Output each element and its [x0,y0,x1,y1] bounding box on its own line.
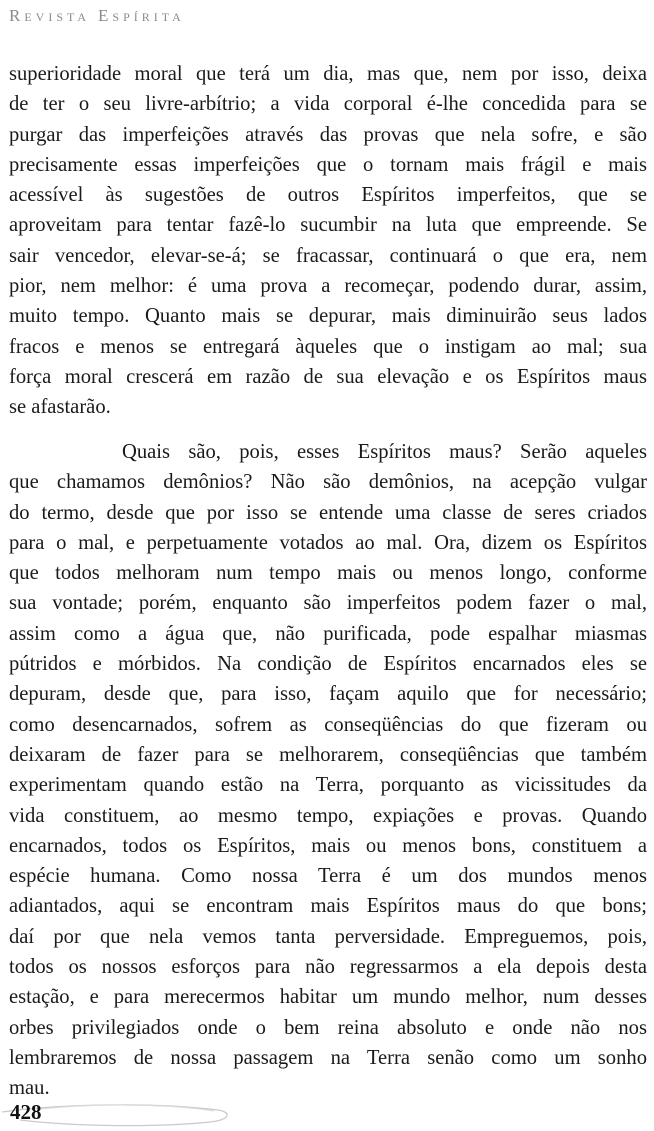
text-line: precisamente essas imperfeições que o tornam mais frágil e mais [9,153,647,176]
text-line: como desencarnados, sofrem as conseqüências do que fizeram ou [9,713,647,736]
text-line: todos os nossos esforços para não regressarmos a ela depois desta [9,956,647,979]
text-line: fracos e menos se entregará àqueles que o instigam ao mal; sua [9,335,647,358]
text-line: que todos melhoram num tempo mais ou menos longo, conforme [9,562,647,585]
paragraph-2 [9,437,647,1104]
text-line: sua vontade; porém, enquanto são imperfeitos podem fazer o mal, [9,592,647,615]
text-line: que chamamos demônios? Não são demônios, na acepção vulgar [9,471,647,494]
text-line: purgar das imperfeições através das provas que nela sofre, e são [9,123,647,146]
text-line: encarnados, todos os Espíritos, mais ou menos bons, constituem a [9,834,647,857]
text-line: de ter o seu livre-arbítrio; a vida corporal é-lhe concedida para se [9,93,647,116]
text-line: experimentam quando estão na Terra, porquanto as vicissitudes da [9,774,647,797]
text-line: superioridade moral que terá um dia, mas que, nem por isso, deixa [9,63,647,85]
text-line: pútridos e mórbidos. Na condição de Espíritos encarnados eles se [9,653,647,676]
text-line: adiantados, aqui se encontram mais Espíritos maus do que bons; [9,895,647,918]
text-line: sair vencedor, elevar-se-á; se fracassar, continuará o que era, nem [9,244,647,267]
text-line: orbes privilegiados onde o bem reina absoluto e onde não nos [9,1016,647,1039]
text-line: assim como a água que, não purificada, pode espalhar miasmas [9,622,647,645]
text-line: daí por que nela vemos tanta perversidade. Empreguemos, pois, [9,925,647,948]
page-number: 428 [10,1100,42,1124]
text-line: depuram, desde que, para isso, façam aquilo que for necessário; [9,683,647,706]
text-line: deixaram de fazer para se melhorarem, conseqüências que também [9,743,647,766]
text-line: força moral crescerá em razão de sua elevação e os Espíritos maus [9,365,647,388]
text-line: mau. [9,1077,50,1100]
text-line: estação, e para merecermos habitar um mundo melhor, num desses [9,986,647,1009]
text-line: muito tempo. Quanto mais se depurar, mais diminuirão seus lados [9,305,647,328]
paragraph-1 [9,59,647,423]
text-line: pior, nem melhor: é uma prova a recomeçar, podendo durar, assim, [9,275,647,298]
running-header [9,6,185,26]
header-title-word2: Espírita [98,6,185,25]
header-title-word1: Revista [9,6,91,25]
text-line: vida constituem, ao mesmo tempo, expiações e provas. Quando [9,804,647,827]
text-line: espécie humana. Como nossa Terra é um dos mundos menos [9,865,647,888]
text-line: do termo, desde que por isso se entende uma classe de seres criados [9,501,647,524]
text-line: lembraremos de nossa passagem na Terra senão como um sonho [9,1046,647,1069]
text-line: acessível às sugestões de outros Espíritos imperfeitos, que se [9,184,647,207]
text-line: para o mal, e perpetuamente votados ao mal. Ora, dizem os Espíritos [9,531,647,554]
text-line: aproveitam para tentar fazê-lo sucumbir na luta que empreende. Se [9,214,647,237]
text-line: se afastarão. [9,396,111,419]
text-line: Quais são, pois, esses Espíritos maus? Serão aqueles [122,441,647,463]
